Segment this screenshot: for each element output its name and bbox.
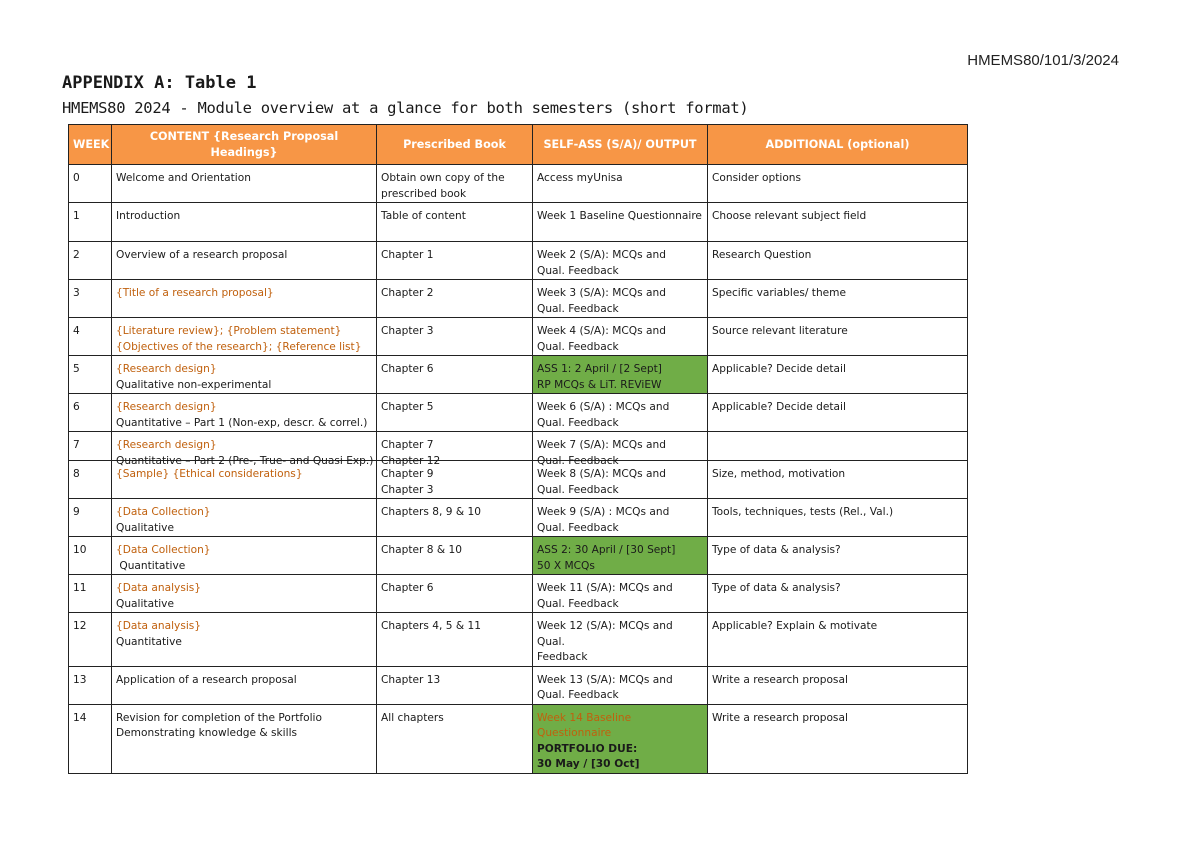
self-assessment-line: Week 6 (S/A) : MCQs and bbox=[537, 401, 670, 413]
content-heading: {Data Collection} bbox=[116, 544, 211, 556]
self-assessment-cell bbox=[533, 461, 708, 499]
appendix-title: APPENDIX A: Table 1 bbox=[62, 73, 257, 93]
content-cell: Introduction bbox=[112, 203, 377, 242]
self-assessment-cell bbox=[533, 318, 708, 356]
additional-cell: Applicable? Explain & motivate bbox=[708, 613, 968, 667]
self-assessment-line: Week 11 (S/A): MCQs and bbox=[537, 582, 673, 594]
additional-cell: Applicable? Decide detail bbox=[708, 394, 968, 432]
week-cell: 5 bbox=[69, 356, 112, 394]
content-cell: Welcome and Orientation bbox=[112, 165, 377, 203]
additional-cell: Source relevant literature bbox=[708, 318, 968, 356]
week-cell: 1 bbox=[69, 203, 112, 242]
book-cell: Chapter 8 & 10 bbox=[377, 537, 533, 575]
book-line: Chapter 9 bbox=[381, 468, 434, 480]
self-assessment-cell: Access myUnisa bbox=[533, 165, 708, 203]
additional-cell: Type of data & analysis? bbox=[708, 537, 968, 575]
self-assessment-line: Week 8 (S/A): MCQs and bbox=[537, 468, 666, 480]
book-cell: Chapters 4, 5 & 11 bbox=[377, 613, 533, 667]
self-assessment-cell bbox=[533, 432, 708, 467]
assignment-due-line: ASS 2: 30 April / [30 Sept] bbox=[537, 544, 676, 556]
table-row bbox=[69, 394, 968, 432]
self-assessment-line: Qual. Feedback bbox=[537, 597, 619, 610]
table-row bbox=[69, 165, 968, 203]
content-subheading: Qualitative bbox=[116, 521, 174, 534]
additional-cell: Size, method, motivation bbox=[708, 461, 968, 499]
book-cell: Table of content bbox=[377, 203, 533, 242]
self-assessment-line: Week 7 (S/A): MCQs and bbox=[537, 439, 666, 451]
week-cell: 0 bbox=[69, 165, 112, 203]
table-row bbox=[69, 537, 968, 575]
assignment-content-line: 50 X MCQs bbox=[537, 559, 595, 572]
content-subheading: Quantitative bbox=[116, 635, 182, 648]
book-cell: Chapters 8, 9 & 10 bbox=[377, 499, 533, 537]
self-assessment-line: Qual. Feedback bbox=[537, 454, 619, 467]
self-assessment-cell bbox=[533, 575, 708, 613]
self-assessment-line: Qual. Feedback bbox=[537, 340, 619, 353]
content-heading: {Data analysis} bbox=[116, 620, 202, 632]
self-assessment-line: Week 2 (S/A): MCQs and bbox=[537, 249, 666, 261]
additional-cell bbox=[708, 432, 968, 461]
self-assessment-cell bbox=[533, 613, 708, 667]
content-subheading: Qualitative non-experimental bbox=[116, 378, 272, 391]
self-assessment-line: Week 9 (S/A) : MCQs and bbox=[537, 506, 670, 518]
book-cell: Obtain own copy of the prescribed book bbox=[377, 165, 533, 203]
additional-cell: Write a research proposal bbox=[708, 666, 968, 704]
book-cell: Chapter 5 bbox=[377, 394, 533, 432]
header-content: CONTENT {Research Proposal Headings} bbox=[112, 125, 377, 165]
week-cell: 13 bbox=[69, 666, 112, 704]
content-cell bbox=[112, 394, 377, 432]
content-heading: {Research design} bbox=[116, 439, 217, 451]
table-row bbox=[69, 461, 968, 499]
additional-cell: Write a research proposal bbox=[708, 704, 968, 773]
week-cell: 11 bbox=[69, 575, 112, 613]
table-row bbox=[69, 318, 968, 356]
book-cell: Chapter 3 bbox=[377, 318, 533, 356]
additional-cell: Tools, techniques, tests (Rel., Val.) bbox=[708, 499, 968, 537]
book-cell bbox=[377, 432, 533, 467]
week-cell: 8 bbox=[69, 461, 112, 499]
header-week: WEEK bbox=[69, 125, 112, 165]
content-cell bbox=[112, 537, 377, 575]
self-assessment-line: Qual. Feedback bbox=[537, 689, 619, 701]
content-heading: {Research design} bbox=[116, 401, 217, 413]
portfolio-cell bbox=[533, 704, 708, 773]
week-cell: 3 bbox=[69, 280, 112, 318]
content-cell bbox=[112, 613, 377, 667]
content-subheading: Qualitative bbox=[116, 597, 174, 610]
self-assessment-cell bbox=[533, 499, 708, 537]
assignment-content-line: RP MCQs & LiT. REViEW bbox=[537, 378, 662, 391]
book-cell: Chapter 13 bbox=[377, 666, 533, 704]
content-heading: {Data Collection} bbox=[116, 506, 211, 518]
week-cell: 6 bbox=[69, 394, 112, 432]
self-assessment-line: Week 4 (S/A): MCQs and bbox=[537, 325, 666, 337]
self-assessment-line: Week 3 (S/A): MCQs and bbox=[537, 287, 666, 299]
self-assessment-line: Week 13 (S/A): MCQs and bbox=[537, 673, 673, 686]
table-row bbox=[69, 242, 968, 280]
additional-cell: Applicable? Decide detail bbox=[708, 356, 968, 394]
content-cell bbox=[112, 432, 377, 467]
content-subheading: Quantitative – Part 2 (Pre-, True- and Quasi Exp.) bbox=[116, 454, 374, 467]
self-assessment-cell: Week 1 Baseline Questionnaire bbox=[533, 203, 708, 242]
module-overview-table bbox=[68, 124, 968, 774]
content-cell bbox=[112, 575, 377, 613]
table-header-row bbox=[69, 125, 968, 165]
content-cell bbox=[112, 356, 377, 394]
self-assessment-line: Qual. Feedback bbox=[537, 521, 619, 534]
additional-cell: Type of data & analysis? bbox=[708, 575, 968, 613]
week-cell: 14 bbox=[69, 704, 112, 773]
table-row bbox=[69, 280, 968, 318]
baseline-questionnaire-line: Week 14 Baseline Questionnaire bbox=[537, 711, 632, 739]
content-cell: Application of a research proposal bbox=[112, 666, 377, 704]
assignment-cell bbox=[533, 356, 708, 394]
self-assessment-cell bbox=[533, 280, 708, 318]
table-row bbox=[69, 613, 968, 667]
table-subtitle: HMEMS80 2024 - Module overview at a glance for both semesters (short format) bbox=[62, 99, 749, 117]
content-heading: {Literature review}; {Problem statement} bbox=[116, 325, 342, 337]
self-assessment-line: Qual. Feedback bbox=[537, 302, 619, 315]
book-line: Chapter 7 bbox=[381, 439, 434, 451]
additional-cell: Specific variables/ theme bbox=[708, 280, 968, 318]
table-row bbox=[69, 499, 968, 537]
content-cell bbox=[112, 318, 377, 356]
book-cell bbox=[377, 461, 533, 499]
additional-cell: Research Question bbox=[708, 242, 968, 280]
self-assessment-line: Qual. Feedback bbox=[537, 483, 619, 496]
week-cell: 2 bbox=[69, 242, 112, 280]
self-assessment-line: Qual. Feedback bbox=[537, 264, 619, 277]
book-cell: Chapter 2 bbox=[377, 280, 533, 318]
book-line: Chapter 3 bbox=[381, 483, 434, 496]
week-cell: 4 bbox=[69, 318, 112, 356]
content-subheading: Quantitative – Part 1 (Non-exp, descr. & correl.) bbox=[116, 416, 368, 429]
table-row bbox=[69, 575, 968, 613]
content-cell bbox=[112, 704, 377, 773]
table-row bbox=[69, 432, 968, 461]
week-cell: 7 bbox=[69, 432, 112, 461]
book-cell: All chapters bbox=[377, 704, 533, 773]
header-prescribed-book: Prescribed Book bbox=[377, 125, 533, 165]
week-cell: 12 bbox=[69, 613, 112, 667]
content-heading: {Data analysis} bbox=[116, 582, 202, 594]
self-assessment-line: Week 12 (S/A): MCQs and Qual. bbox=[537, 620, 673, 648]
table-row bbox=[69, 203, 968, 242]
additional-cell: Choose relevant subject field bbox=[708, 203, 968, 242]
self-assessment-cell bbox=[533, 666, 708, 704]
header-self-assessment: SELF-ASS (S/A)/ OUTPUT bbox=[533, 125, 708, 165]
portfolio-due-label: PORTFOLIO DUE: bbox=[537, 742, 638, 755]
header-additional: ADDITIONAL (optional) bbox=[708, 125, 968, 165]
self-assessment-line: Feedback bbox=[537, 651, 588, 663]
content-heading: {Sample} {Ethical considerations} bbox=[112, 461, 377, 499]
document-code: HMEMS80/101/3/2024 bbox=[967, 52, 1119, 69]
self-assessment-cell bbox=[533, 242, 708, 280]
content-heading: {Research design} bbox=[116, 363, 217, 375]
book-cell: Chapter 6 bbox=[377, 575, 533, 613]
week-cell: 9 bbox=[69, 499, 112, 537]
content-cell: Overview of a research proposal bbox=[112, 242, 377, 280]
table-row bbox=[69, 356, 968, 394]
content-cell bbox=[112, 499, 377, 537]
additional-cell: Consider options bbox=[708, 165, 968, 203]
content-heading: {Objectives of the research}; {Reference list} bbox=[116, 340, 362, 353]
book-cell: Chapter 1 bbox=[377, 242, 533, 280]
table-row bbox=[69, 666, 968, 704]
assignment-due-line: ASS 1: 2 April / [2 Sept] bbox=[537, 363, 662, 375]
content-subheading: Quantitative bbox=[116, 559, 186, 572]
self-assessment-line: Qual. Feedback bbox=[537, 416, 619, 429]
week-cell: 10 bbox=[69, 537, 112, 575]
book-cell: Chapter 6 bbox=[377, 356, 533, 394]
content-line: Revision for completion of the Portfolio bbox=[116, 711, 322, 724]
self-assessment-cell bbox=[533, 394, 708, 432]
assignment-cell bbox=[533, 537, 708, 575]
content-line: Demonstrating knowledge & skills bbox=[116, 727, 298, 739]
book-line: Chapter 12 bbox=[381, 454, 441, 467]
portfolio-due-date: 30 May / [30 Oct] bbox=[537, 758, 640, 770]
table-row bbox=[69, 704, 968, 773]
content-heading: {Title of a research proposal} bbox=[112, 280, 377, 318]
